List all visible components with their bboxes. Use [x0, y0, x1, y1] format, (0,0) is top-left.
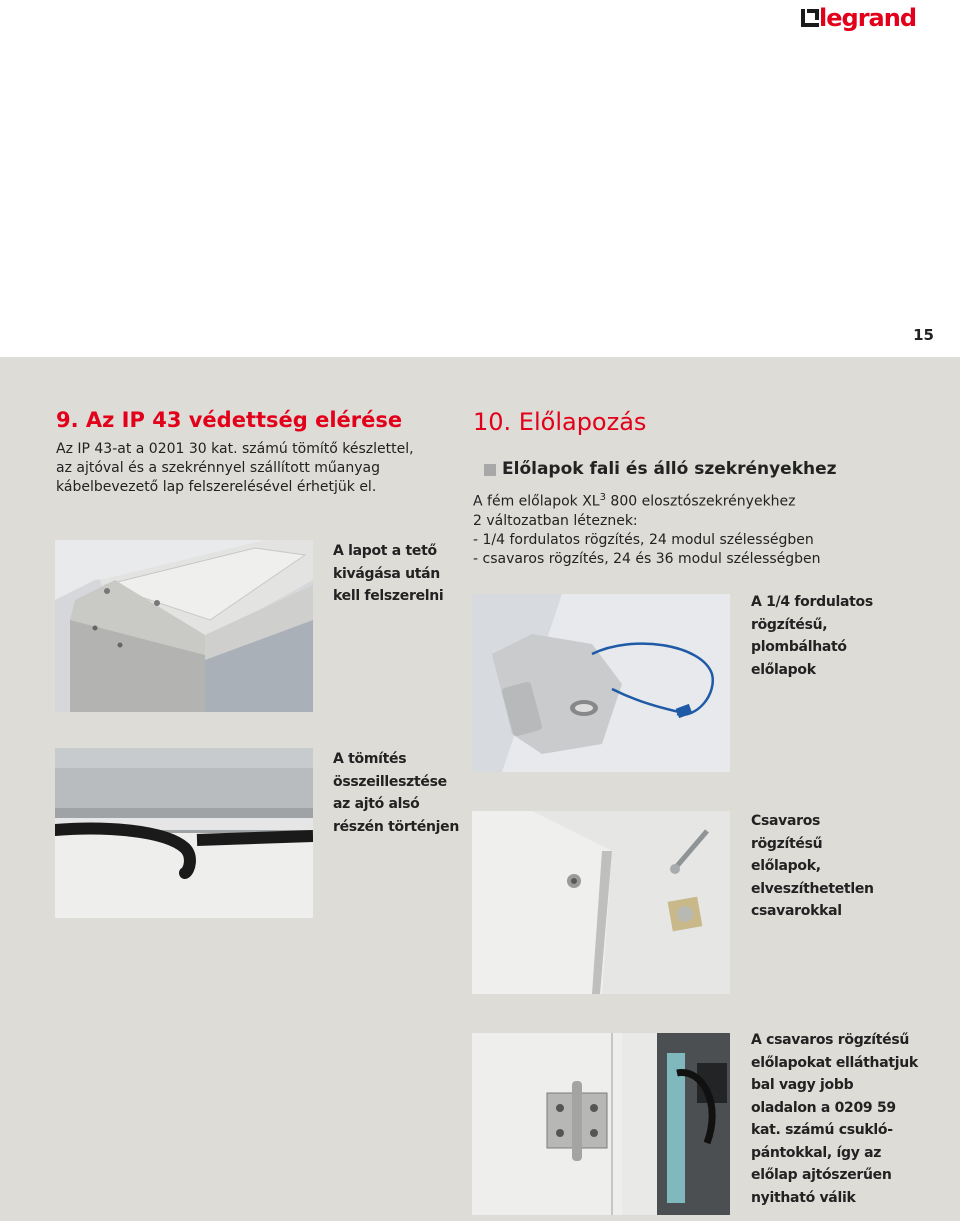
hinge-photo: [472, 1033, 730, 1215]
legrand-logo: [801, 2, 916, 34]
caption-screw-fixing: Csavaros rögzítésű előlapok, elveszíthetetlen csavarokkal: [751, 813, 874, 919]
logo-wordmark: legrand: [819, 4, 916, 32]
legrand-logo-mark: [801, 9, 814, 27]
page-number: 15: [913, 326, 934, 344]
square-bullet-icon: [484, 464, 496, 476]
section9-paragraph: Az IP 43-at a 0201 30 kat. számú tömítő készlettel, az ajtóval és a szekrénnyel szállított műanyag kábelbevezető lap felszerelésével érhetjük el.: [56, 441, 414, 495]
caption-quarter-turn: A 1/4 fordulatos rögzítésű, plombálható előlapok: [751, 594, 873, 678]
screw-fixing-photo: [472, 811, 730, 994]
caption-gasket: A tömítés összeillesztése az ajtó alsó részén történjen: [333, 751, 460, 835]
cabinet-top-photo: [55, 540, 313, 712]
section10-paragraph: A fém előlapok $XL^3$ 800 elosztószekrényekhez 2 változatban léteznek: - 1/4 fordulatos rögzítés, 24 modul szélességben - csavaros rögzítés, 24 és 36 modul szélességben: [473, 492, 821, 567]
section10-subtitle: Előlapok fali és álló szekrényekhez: [502, 459, 837, 479]
section10-title: 10. Előlapozás: [473, 408, 647, 436]
quarter-turn-lock-photo: [472, 594, 730, 772]
caption-hinge: A csavaros rögzítésű előlapokat elláthatjuk bal vagy jobb oladalon a 0209 59 kat. számú csukló- pántokkal, így az előlap ajtószerűen nyitható válik: [751, 1032, 918, 1206]
gasket-photo: [55, 748, 313, 918]
caption-cabinet-top: A lapot a tető kivágása után kell felszerelni: [333, 543, 444, 604]
section9-title: 9. Az IP 43 védettség elérése: [56, 408, 403, 432]
